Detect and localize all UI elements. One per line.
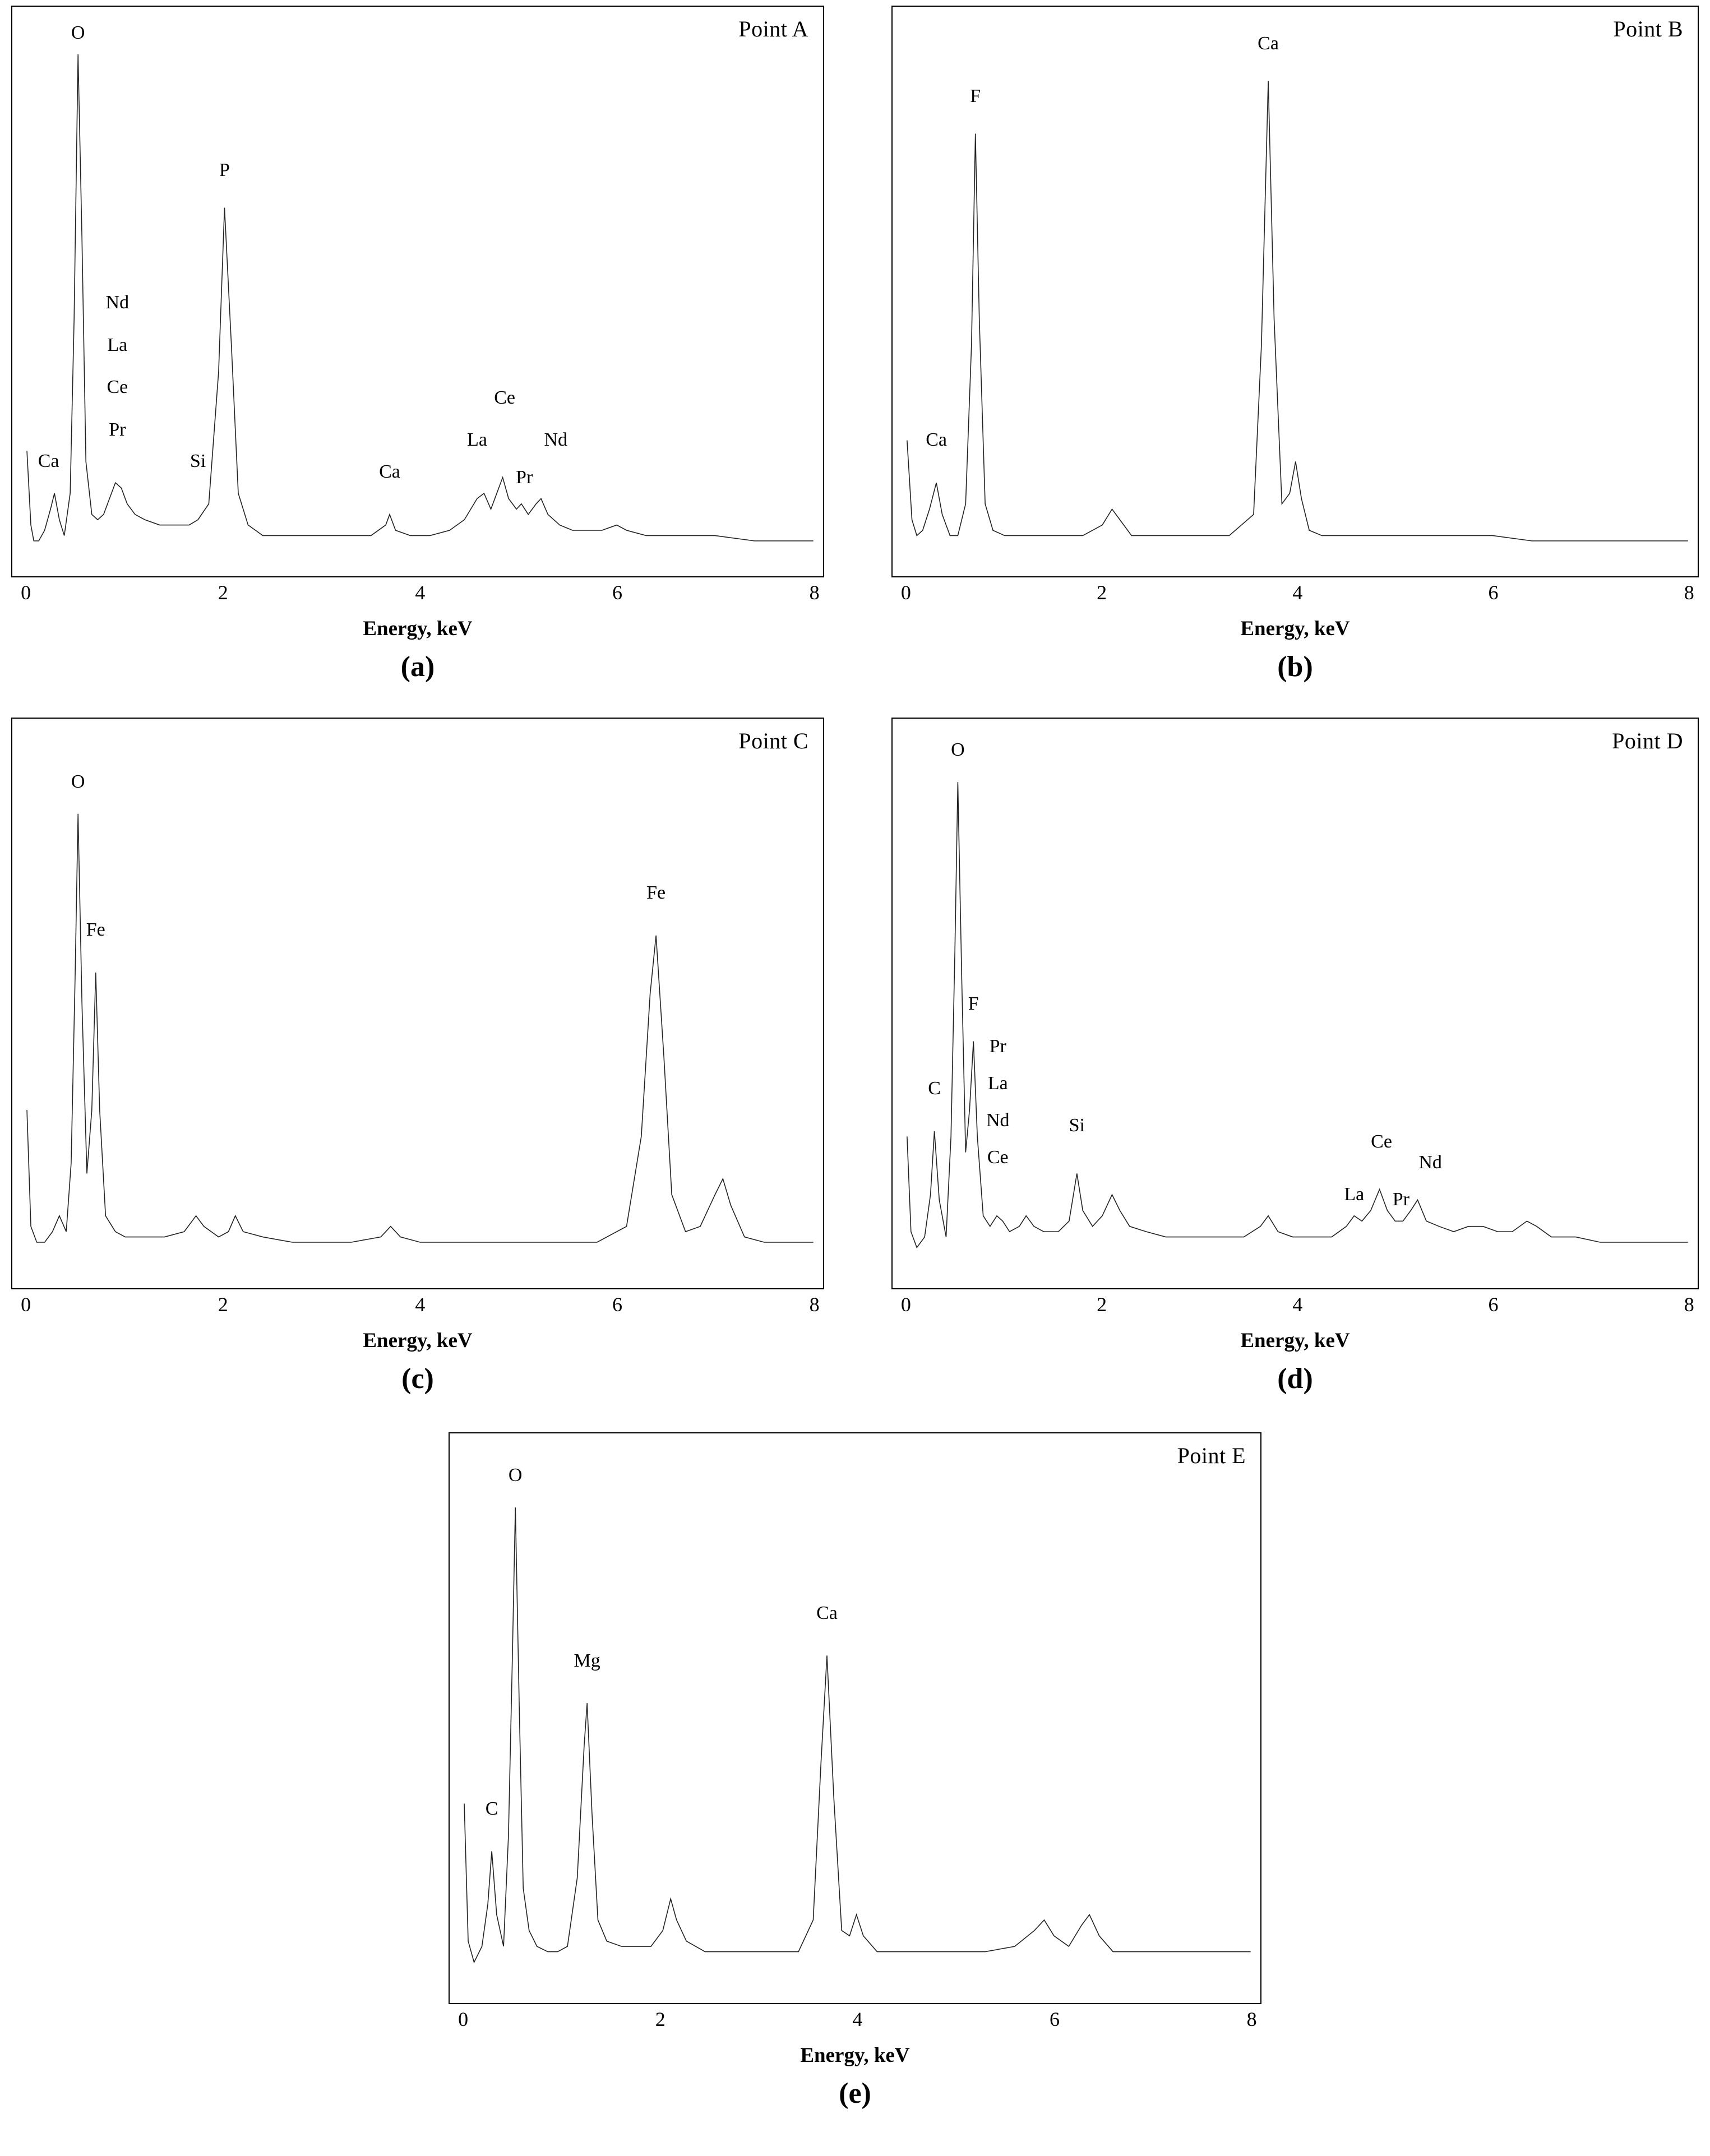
panel-title-b: Point B xyxy=(1613,16,1683,41)
sub-caption-d: (d) xyxy=(1277,1363,1313,1395)
peak-label-o: O xyxy=(951,739,965,761)
x-tick-label: 6 xyxy=(1488,1293,1499,1316)
x-tick-label: 6 xyxy=(612,581,622,604)
x-axis-label-c: Energy, keV xyxy=(363,1329,473,1352)
peak-label-la: La xyxy=(107,334,128,355)
x-tick-label: 2 xyxy=(1097,581,1107,604)
x-tick-label: 0 xyxy=(900,1293,911,1316)
peak-label-o: O xyxy=(71,22,85,44)
peak-label-pr: Pr xyxy=(516,466,533,488)
x-tick-label: 4 xyxy=(415,1293,426,1316)
x-tick-label: 8 xyxy=(809,581,820,604)
peak-label-ce: Ce xyxy=(494,387,515,408)
peak-label-pr: Pr xyxy=(109,419,126,440)
plot-area-d xyxy=(891,718,1699,1289)
peak-label-nd: Nd xyxy=(544,429,568,451)
peak-label-ca: Ca xyxy=(38,451,59,472)
peak-label-si: Si xyxy=(1069,1115,1085,1136)
x-axis-ticks-a xyxy=(11,577,824,611)
x-tick-label: 0 xyxy=(21,581,31,604)
peak-label-ca: Ca xyxy=(816,1602,838,1623)
peak-label-f: F xyxy=(970,86,981,107)
x-tick-label: 0 xyxy=(21,1293,31,1316)
plot-area-c xyxy=(11,718,824,1289)
peak-label-ce: Ce xyxy=(107,377,128,398)
x-tick-label: 8 xyxy=(1246,2008,1257,2030)
peak-label-ca: Ca xyxy=(379,461,400,483)
x-axis-label-d: Energy, keV xyxy=(1240,1329,1350,1352)
x-tick-label: 0 xyxy=(458,2008,469,2030)
spectrum-curve-c xyxy=(12,719,823,1288)
x-axis-label-a: Energy, keV xyxy=(363,617,473,640)
peak-label-la: La xyxy=(987,1072,1008,1094)
panel-d xyxy=(891,718,1699,1407)
x-tick-label: 8 xyxy=(1684,581,1694,604)
x-tick-label: 4 xyxy=(852,2008,863,2030)
peak-label-fe: Fe xyxy=(646,882,666,904)
panel-title-d: Point D xyxy=(1612,728,1683,753)
peak-label-ca: Ca xyxy=(1258,33,1279,54)
panel-c xyxy=(11,718,824,1407)
peak-label-c: C xyxy=(928,1078,941,1099)
sub-caption-c: (c) xyxy=(401,1363,434,1395)
peak-label-o: O xyxy=(508,1465,523,1486)
peak-label-ce: Ce xyxy=(1371,1131,1392,1152)
panel-a xyxy=(11,6,824,695)
peak-label-nd: Nd xyxy=(986,1109,1010,1131)
x-axis-ticks-d xyxy=(891,1289,1699,1323)
x-tick-label: 2 xyxy=(1097,1293,1107,1316)
panel-e xyxy=(449,1432,1261,2139)
x-tick-label: 0 xyxy=(900,581,911,604)
peak-label-ca: Ca xyxy=(926,429,947,451)
sub-caption-a: (a) xyxy=(400,651,435,683)
x-tick-label: 8 xyxy=(1684,1293,1694,1316)
peak-label-ce: Ce xyxy=(987,1146,1009,1168)
sub-caption-e: (e) xyxy=(839,2078,871,2109)
x-tick-label: 4 xyxy=(1292,1293,1303,1316)
x-tick-label: 6 xyxy=(612,1293,622,1316)
spectrum-curve-b xyxy=(893,7,1698,576)
x-tick-label: 8 xyxy=(809,1293,820,1316)
x-axis-label-b: Energy, keV xyxy=(1240,617,1350,640)
peak-label-c: C xyxy=(485,1798,498,1819)
x-axis-ticks-b xyxy=(891,577,1699,611)
x-tick-label: 4 xyxy=(1292,581,1303,604)
x-tick-label: 2 xyxy=(218,581,228,604)
plot-area-e xyxy=(449,1432,1261,2004)
peak-label-nd: Nd xyxy=(1418,1152,1442,1173)
spectrum-curve-e xyxy=(450,1433,1260,2003)
peak-label-mg: Mg xyxy=(574,1650,600,1671)
x-axis-ticks-c xyxy=(11,1289,824,1323)
x-tick-label: 4 xyxy=(415,581,426,604)
peak-label-si: Si xyxy=(190,451,206,472)
peak-label-fe: Fe xyxy=(86,919,105,941)
peak-label-la: La xyxy=(467,429,487,451)
plot-area-b xyxy=(891,6,1699,577)
x-tick-label: 6 xyxy=(1488,581,1499,604)
peak-label-nd: Nd xyxy=(105,292,130,313)
peak-label-la: La xyxy=(1344,1183,1365,1205)
plot-area-a xyxy=(11,6,824,577)
peak-label-pr: Pr xyxy=(1392,1189,1409,1210)
spectrum-curve-a xyxy=(12,7,823,576)
panel-title-a: Point A xyxy=(738,16,808,41)
peak-label-p: P xyxy=(219,160,230,181)
peak-label-pr: Pr xyxy=(989,1035,1006,1057)
sub-caption-b: (b) xyxy=(1277,651,1313,683)
x-tick-label: 2 xyxy=(655,2008,665,2030)
panel-b xyxy=(891,6,1699,695)
panel-title-e: Point E xyxy=(1177,1443,1246,1468)
peak-label-f: F xyxy=(968,993,979,1015)
x-axis-ticks-e xyxy=(449,2004,1261,2038)
x-tick-label: 2 xyxy=(218,1293,228,1316)
peak-label-o: O xyxy=(71,771,85,793)
x-axis-label-e: Energy, keV xyxy=(800,2044,910,2067)
panel-title-c: Point C xyxy=(738,728,808,753)
spectrum-curve-d xyxy=(893,719,1698,1288)
x-tick-label: 6 xyxy=(1049,2008,1060,2030)
